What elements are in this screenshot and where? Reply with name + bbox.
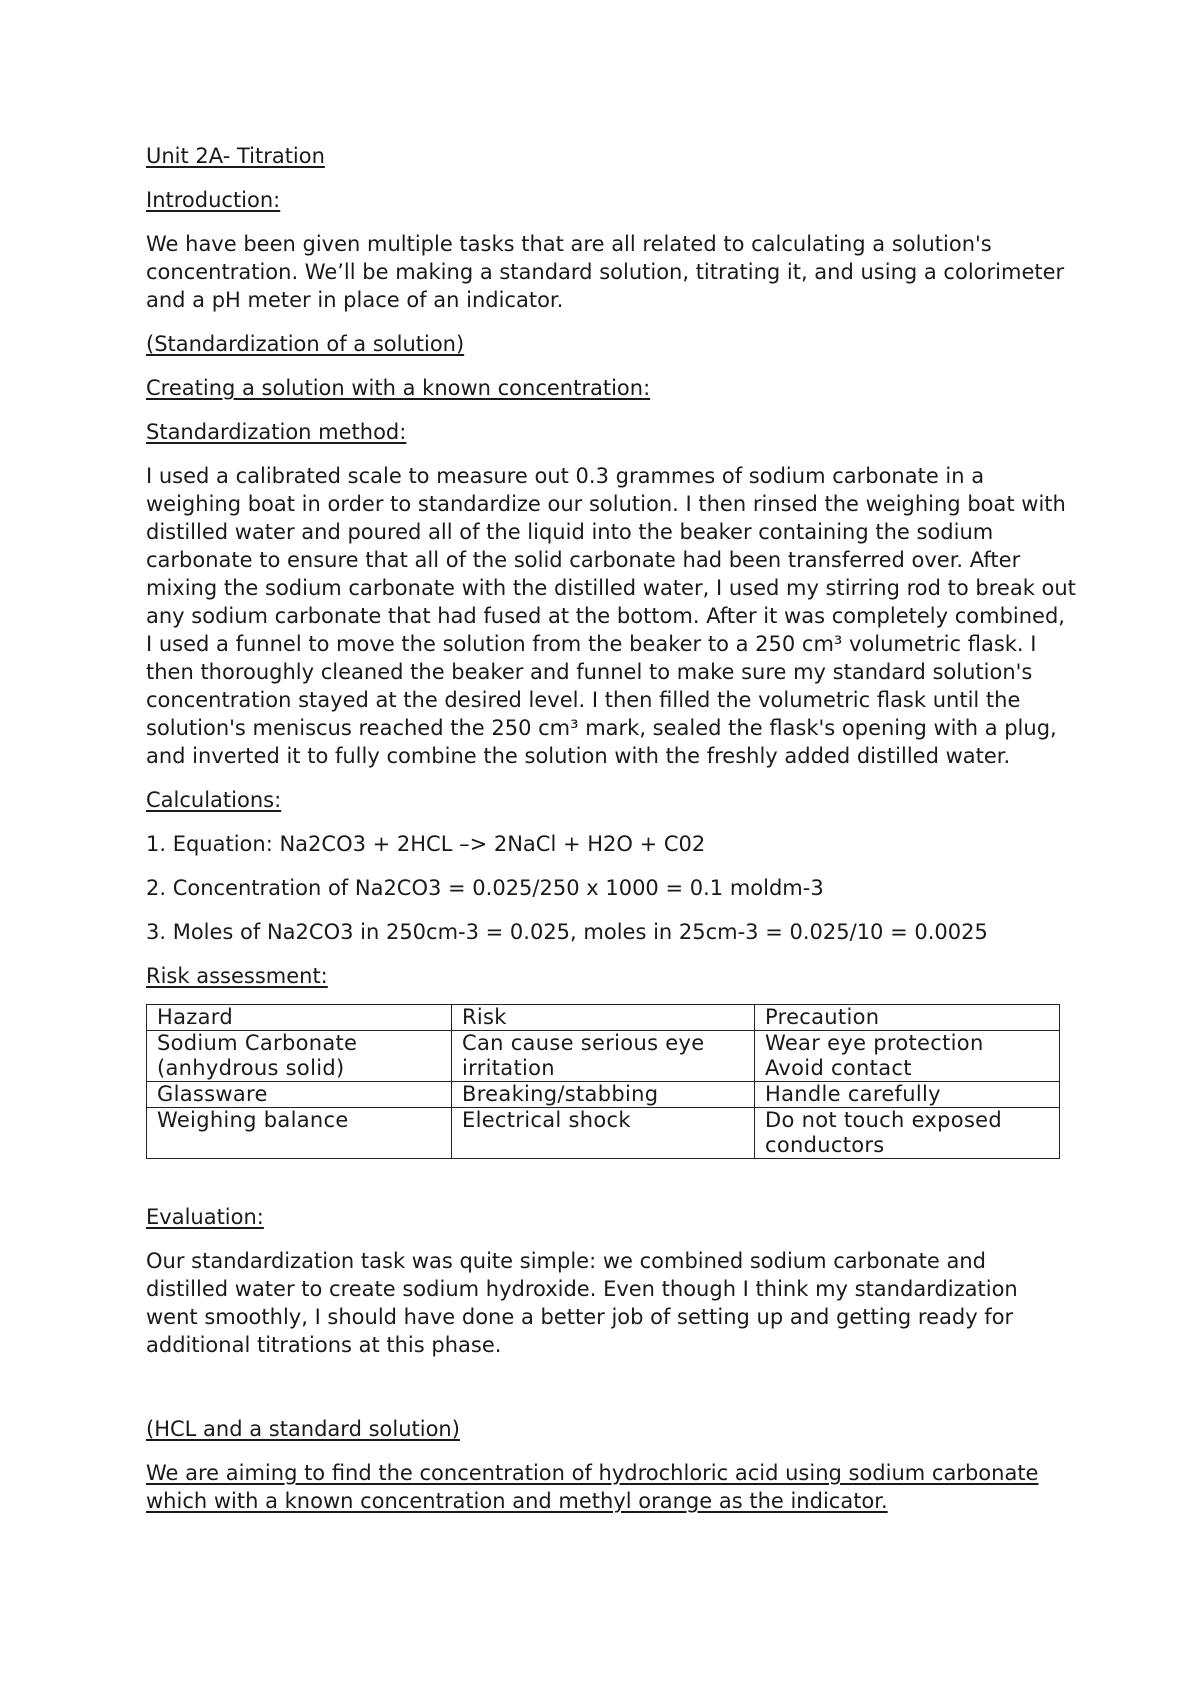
table-cell (452, 1031, 755, 1082)
table-cell-line: conductors (765, 1133, 885, 1157)
intro-paragraph: We have been given multiple tasks that are all related to calculating a solution's concentration. We’ll be making a standard solution, titrating it, and using a colorimeter and a pH meter in place of an indicator. (146, 232, 1065, 312)
table-cell: Handle carefully (755, 1082, 1060, 1108)
calculation-3: 3. Moles of Na2CO3 in 250cm-3 = 0.025, moles in 25cm-3 = 0.025/10 = 0.0025 (146, 920, 988, 944)
table-cell-line: (anhydrous solid) (157, 1056, 345, 1080)
table-cell-line: Avoid contact (765, 1056, 912, 1080)
table-cell: Weighing balance (147, 1108, 452, 1159)
evaluation-heading: Evaluation: (146, 1205, 264, 1229)
table-header-cell: Precaution (755, 1005, 1060, 1031)
risk-heading: Risk assessment: (146, 964, 328, 988)
table-cell (755, 1108, 1060, 1159)
section2-heading: (HCL and a standard solution) (146, 1417, 460, 1441)
table-cell (147, 1031, 452, 1082)
table-cell-line: irritation (462, 1056, 555, 1080)
intro-heading: Introduction: (146, 188, 281, 212)
section1-heading: (Standardization of a solution) (146, 332, 465, 356)
method-heading: Standardization method: (146, 420, 407, 444)
calculation-1: 1. Equation: Na2CO3 + 2HCL –> 2NaCl + H2O + C02 (146, 832, 706, 856)
table-row (147, 1031, 1060, 1082)
table-cell-line: Do not touch exposed (765, 1108, 1003, 1132)
section1-subheading: Creating a solution with a known concentration: (146, 376, 651, 400)
table-cell: Glassware (147, 1082, 452, 1108)
evaluation-paragraph: Our standardization task was quite simple: we combined sodium carbonate and distilled water to create sodium hydroxide. Even though I think my standardization went smoothly, I should have done a better job of setting up and getting ready for additional titrations at this phase. (146, 1249, 1018, 1357)
table-header-cell: Hazard (147, 1005, 452, 1031)
table-header-row (147, 1005, 1060, 1031)
document-title: Unit 2A- Titration (146, 144, 325, 168)
method-paragraph: I used a calibrated scale to measure out 0.3 grammes of sodium carbonate in a weighing boat in order to standardize our solution. I then rinsed the weighing boat with distilled water and poured all of the liquid into the beaker containing the sodium carbonate to ensure that all of the solid carbonate had been transferred over. After mixing the sodium carbonate with the distilled water, I used my stirring rod to break out any sodium carbonate that had fused at the bottom. After it was completely combined, I used a funnel to move the solution from the beaker to a 250 cm³ volumetric flask. I then thoroughly cleaned the beaker and funnel to make sure my standard solution's concentration stayed at the desired level. I then filled the volumetric flask until the solution's meniscus reached the 250 cm³ mark, sealed the flask's opening with a plug, and inverted it to fully combine the solution with the freshly added distilled water. (146, 464, 1076, 768)
table-row (147, 1108, 1060, 1159)
table-cell-line: Can cause serious eye (462, 1031, 705, 1055)
table-row (147, 1082, 1060, 1108)
risk-assessment-table (146, 1004, 1060, 1159)
table-cell-line: Wear eye protection (765, 1031, 984, 1055)
table-cell-line: Sodium Carbonate (157, 1031, 358, 1055)
table-cell: Electrical shock (452, 1108, 755, 1159)
section2-paragraph: We are aiming to find the concentration of hydrochloric acid using sodium carbonate which with a known concentration and methyl orange as the indicator. (146, 1461, 1039, 1513)
calculation-2: 2. Concentration of Na2CO3 = 0.025/250 x 1000 = 0.1 moldm-3 (146, 876, 824, 900)
table-cell (755, 1031, 1060, 1082)
table-cell: Breaking/stabbing (452, 1082, 755, 1108)
calculations-heading: Calculations: (146, 788, 282, 812)
table-header-cell: Risk (452, 1005, 755, 1031)
